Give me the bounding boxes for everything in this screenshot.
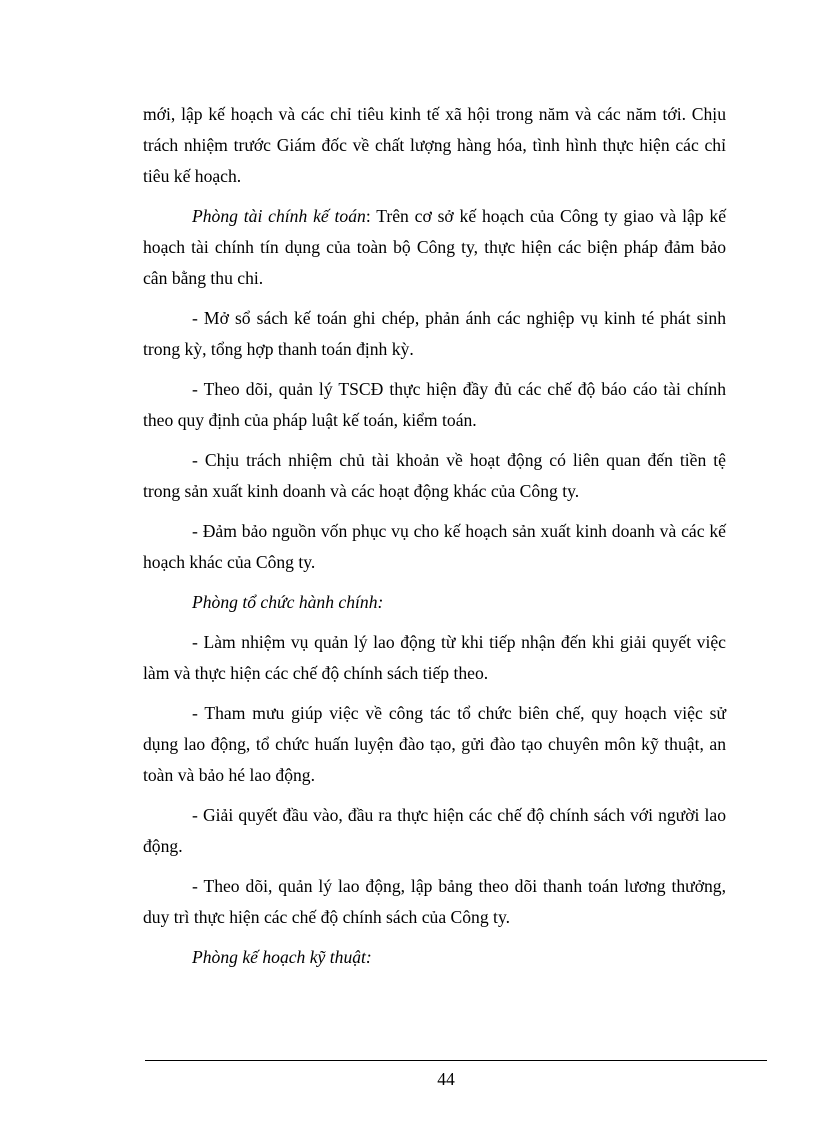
page-number: 44	[437, 1069, 455, 1089]
paragraph-9	[143, 698, 726, 791]
section-heading: Phòng tổ chức hành chính:	[192, 592, 384, 612]
paragraph-5	[143, 445, 726, 507]
paragraph-6	[143, 516, 726, 578]
paragraph-7	[143, 587, 726, 618]
section-heading: Phòng tài chính kế toán	[192, 206, 366, 226]
paragraph-text: - Chịu trách nhiệm chủ tài khoản về hoạt động có liên quan đến tiền tệ trong sản xuất kinh doanh và các hoạt động khác của Công ty.	[143, 450, 726, 501]
paragraph-10	[143, 800, 726, 862]
paragraph-8	[143, 627, 726, 689]
paragraph-1	[143, 99, 726, 192]
paragraph-text: - Đảm bảo nguồn vốn phục vụ cho kế hoạch sản xuất kinh doanh và các kế hoạch khác của Công ty.	[143, 521, 726, 572]
paragraph-12	[143, 942, 726, 973]
paragraph-text: : Trên cơ sở kế hoạch của Công ty giao và lập kế hoạch tài chính tín dụng của toàn bộ Công ty, thực hiện các biện pháp đảm bảo cân bằng thu chi.	[143, 206, 727, 288]
paragraph-4	[143, 374, 726, 436]
paragraph-text: - Làm nhiệm vụ quản lý lao động từ khi tiếp nhận đến khi giải quyết việc làm và thực hiện các chế độ chính sách tiếp theo.	[143, 632, 726, 683]
page-body	[143, 99, 726, 982]
section-heading: Phòng kế hoạch kỹ thuật:	[192, 947, 372, 967]
paragraph-text: mới, lập kế hoạch và các chỉ tiêu kinh tế xã hội trong năm và các năm tới. Chịu trách nhiệm trước Giám đốc về chất lượng hàng hóa, tình hình thực hiện các chỉ tiêu kế hoạch.	[143, 104, 726, 186]
paragraph-2	[143, 201, 726, 294]
paragraph-11	[143, 871, 726, 933]
paragraph-text: - Theo dõi, quản lý TSCĐ thực hiện đầy đủ các chế độ báo cáo tài chính theo quy định của pháp luật kế toán, kiểm toán.	[143, 379, 726, 430]
paragraph-text: - Tham mưu giúp việc về công tác tổ chức biên chế, quy hoạch việc sử dụng lao động, tổ chức huấn luyện đào tạo, gửi đào tạo chuyên môn kỹ thuật, an toàn và bảo hé lao động.	[143, 703, 726, 785]
footer-divider	[145, 1060, 767, 1061]
paragraph-text: - Mở sổ sách kế toán ghi chép, phản ánh các nghiệp vụ kinh té phát sinh trong kỳ, tổng hợp thanh toán định kỳ.	[143, 308, 726, 359]
paragraph-text: - Giải quyết đầu vào, đầu ra thực hiện các chế độ chính sách với người lao động.	[143, 805, 726, 856]
paragraph-text: - Theo dõi, quản lý lao động, lập bảng theo dõi thanh toán lương thưởng, duy trì thực hiện các chế độ chính sách của Công ty.	[143, 876, 726, 927]
paragraph-3	[143, 303, 726, 365]
